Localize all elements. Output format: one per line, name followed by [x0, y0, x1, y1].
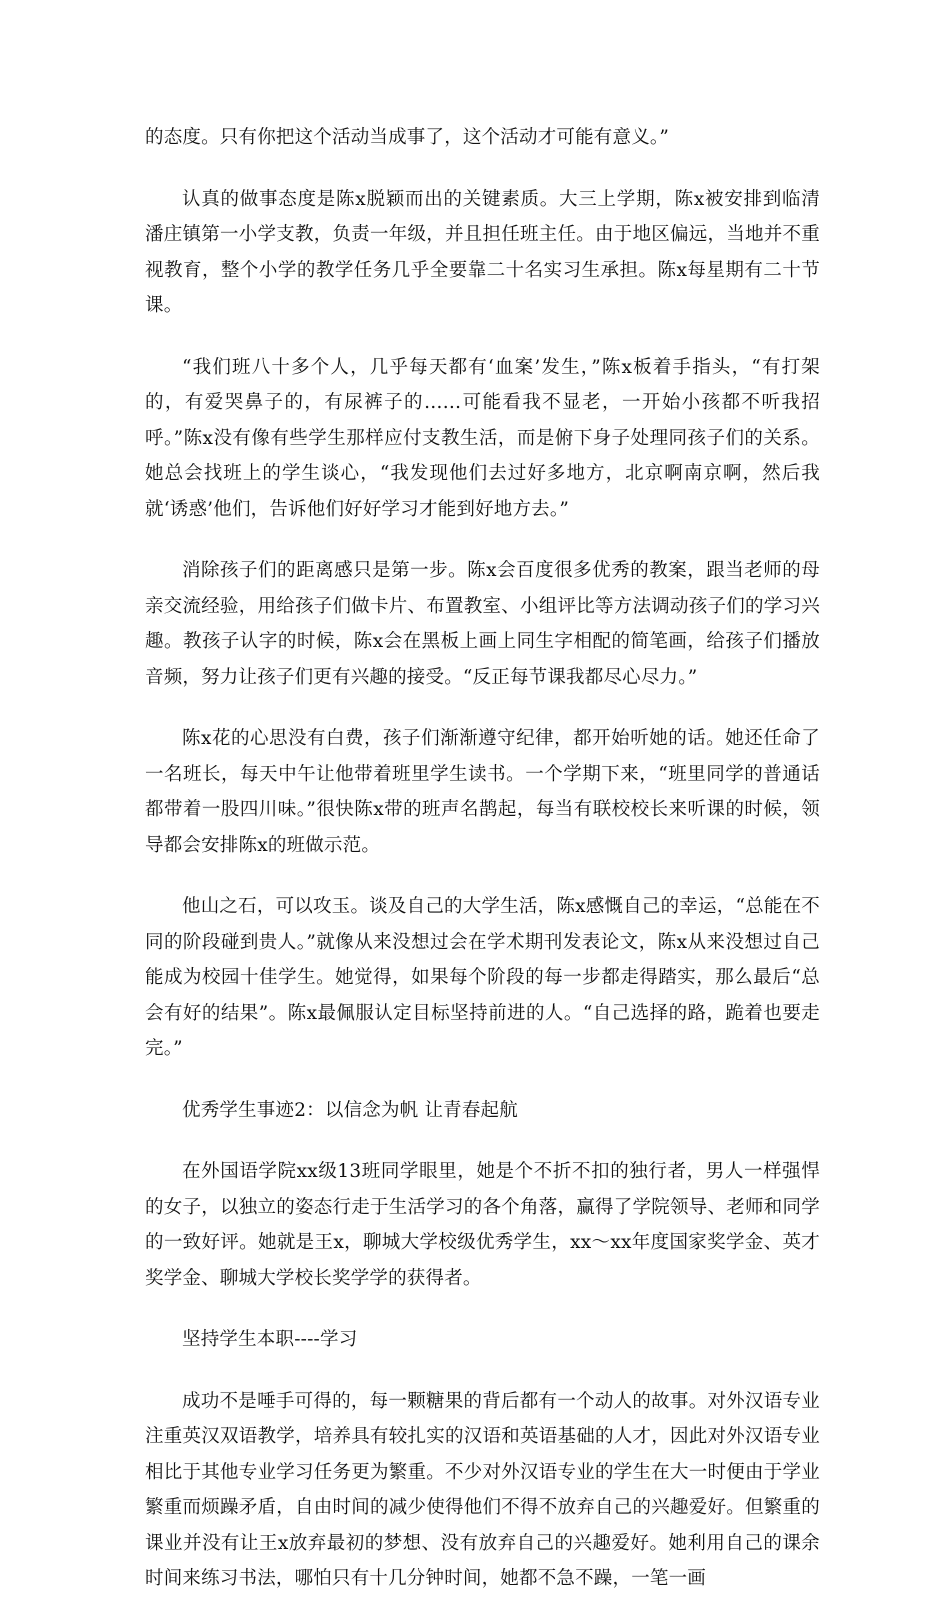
paragraph-body: 陈x花的心思没有白费，孩子们渐渐遵守纪律，都开始听她的话。她还任命了一名班长，每天中午让他带着班里学生读书。一个学期下来，“班里同学的普通话都带着一股四川味。”很快陈x带的班声名鹊起，每当有联校校长来听课的时候，领导都会安排陈x的班做示范。: [145, 728, 820, 856]
paragraph-body: 他山之石，可以攻玉。谈及自己的大学生活，陈x感慨自己的幸运，“总能在不同的阶段碰到贵人。”就像从来没想过会在学术期刊发表论文，陈x从来没想过自己能成为校园十佳学生。她觉得，如果每个阶段的每一步都走得踏实，那么最后“总会有好的结果”。陈x最佩服认定目标坚持前进的人。“自己选择的路，跪着也要走完。”: [145, 896, 820, 1059]
paragraph-body: 成功不是唾手可得的，每一颗糖果的背后都有一个动人的故事。对外汉语专业注重英汉双语教学，培养具有较扎实的汉语和英语基础的人才，因此对外汉语专业相比于其他专业学习任务更为繁重。不少对外汉语专业的学生在大一时便由于学业繁重而烦躁矛盾，自由时间的减少使得他们不得不放弃自己的兴趣爱好。但繁重的课业并没有让王x放弃最初的梦想、没有放弃自己的兴趣爱好。她利用自己的课余时间来练习书法，哪怕只有十几分钟时间，她都不急不躁，一笔一画: [145, 1390, 820, 1589]
section-heading: 坚持学生本职----学习: [182, 1329, 358, 1350]
paragraph-continuation: 的态度。只有你把这个活动当成事了，这个活动才可能有意义。”: [145, 127, 670, 148]
paragraph-body: 在外国语学院xx级13班同学眼里，她是个不折不扣的独行者，男人一样强悍的女子，以独立的姿态行走于生活学习的各个角落，赢得了学院领导、老师和同学的一致好评。她就是王x，聊城大学校级优秀学生，xx～xx年度国家奖学金、英才奖学金、聊城大学校长奖学学的获得者。: [145, 1161, 820, 1289]
section-heading: 优秀学生事迹2：以信念为帆 让青春起航: [182, 1099, 518, 1121]
paragraph-body: 认真的做事态度是陈x脱颖而出的关键素质。大三上学期，陈x被安排到临清潘庄镇第一小学支教，负责一年级，并且担任班主任。由于地区偏远，当地并不重视教育，整个小学的教学任务几乎全要靠二十名实习生承担。陈x每星期有二十节课。: [145, 188, 820, 316]
paragraph-body: 消除孩子们的距离感只是第一步。陈x会百度很多优秀的教案，跟当老师的母亲交流经验，用给孩子们做卡片、布置教室、小组评比等方法调动孩子们的学习兴趣。教孩子认字的时候，陈x会在黑板上画上同生字相配的简笔画，给孩子们播放音频，努力让孩子们更有兴趣的接受。“反正每节课我都尽心尽力。”: [145, 560, 820, 688]
document-page: [145, 120, 820, 1623]
paragraph-body: “我们班八十多个人，几乎每天都有‘血案’发生，”陈x板着手指头，“有打架的，有爱哭鼻子的，有尿裤子的……可能看我不显老，一开始小孩都不听我招呼。”陈x没有像有些学生那样应付支教生活，而是俯下身子处理同孩子们的关系。她总会找班上的学生谈心，“我发现他们去过好多地方，北京啊南京啊，然后我就‘诱惑’他们，告诉他们好好学习才能到好地方去。”: [145, 356, 820, 520]
